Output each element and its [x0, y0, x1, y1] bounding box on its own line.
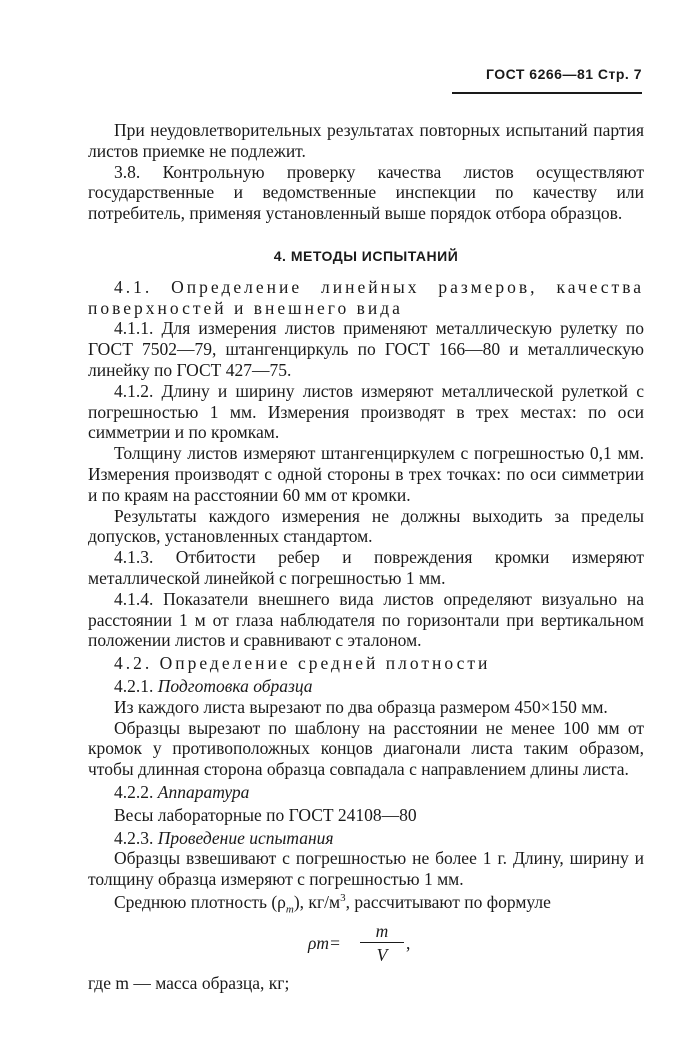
heading-4-2-3-number: 4.2.3. — [114, 827, 154, 848]
formula-comma: , — [406, 932, 411, 953]
paragraph-weigh: Образцы взвешивают с погрешностью не более 1 г. Длину, ширину и толщину образца измеряют с погрешностью 1 мм. — [88, 848, 644, 890]
heading-4-2-3-text: Проведение испытания — [157, 827, 334, 848]
paragraph-where: где m — масса образца, кг; — [88, 972, 290, 993]
header-rule — [452, 92, 642, 94]
paragraph-3-8: 3.8. Контрольную проверку качества листов осуществляют государственные и ведомственные инспекции по качеству или потребитель, применяя установленный выше порядок отбора образцов. — [88, 161, 644, 224]
formula-lhs: ρm= — [308, 932, 341, 953]
density-formula — [88, 919, 644, 969]
subsection-4-2: 4.2. Определение средней плотности — [114, 653, 491, 674]
paragraph-4-1-3: 4.1.3. Отбитости ребер и повреждения кромки измеряют металлической линейкой с погрешностью 1 мм. — [88, 547, 644, 588]
running-header: ГОСТ 6266—81 Стр. 7 — [485, 66, 642, 82]
paragraph-density — [88, 891, 644, 916]
density-subscript: m — [285, 903, 294, 916]
formula-numerator: m — [375, 920, 389, 941]
section-title: 4. МЕТОДЫ ИСПЫТАНИЙ — [273, 247, 459, 264]
heading-4-2-1 — [88, 676, 644, 697]
heading-4-2-1-text: Подготовка образца — [157, 675, 313, 696]
paragraph-4-1-2: 4.1.2. Длину и ширину листов измеряют металлической рулеткой с погрешностью 1 мм. Измерения производят в трех местах: по оси симметрии и по кромкам. — [88, 380, 644, 443]
paragraph-thickness: Толщину листов измеряют штангенциркулем с погрешностью 0,1 мм. Измерения производят с одной стороны в трех точках: по оси симметрии и по краям на расстоянии 60 мм от кромки. — [88, 443, 644, 505]
paragraph-cut-samples: Из каждого листа вырезают по два образца размером 450×150 мм. — [114, 696, 608, 717]
heading-4-2-2-text: Аппаратура — [157, 781, 250, 802]
density-text-unit: ), кг/м — [293, 891, 341, 912]
paragraph-results: Результаты каждого измерения не должны выходить за пределы допусков, установленных стандартом. — [88, 505, 644, 547]
formula-fraction-bar — [360, 942, 404, 944]
subsection-4-1: 4.1. Определение линейных размеров, качества поверхностей и внешнего вида — [88, 276, 644, 318]
formula-denominator: V — [376, 945, 388, 966]
paragraph-repeat-tests: При неудовлетворительных результатах повторных испытаний партия листов приемке не подлежит. — [88, 120, 644, 161]
density-text-start: Среднюю плотность (ρ — [114, 891, 286, 912]
paragraph-template: Образцы вырезают по шаблону на расстоянии не менее 100 мм от кромок у противоположных концов диагонали листа таким образом, чтобы длинная сторона образца совпадала с направлением длины листа. — [88, 717, 644, 780]
document-body — [88, 120, 644, 993]
heading-4-2-3 — [88, 828, 644, 849]
heading-4-2-2-number: 4.2.2. — [114, 781, 154, 802]
heading-4-2-2 — [88, 782, 644, 803]
density-text-end: , рассчитывают по формуле — [345, 891, 551, 912]
density-superscript: 3 — [340, 892, 346, 905]
formula-fraction — [360, 921, 404, 966]
paragraph-4-1-4: 4.1.4. Показатели внешнего вида листов определяют визуально на расстоянии 1 м от глаза наблюдателя по горизонтали при вертикальном положении листов и сравнивают с эталоном. — [88, 588, 644, 651]
heading-4-2-1-number: 4.2.1. — [114, 675, 154, 696]
paragraph-4-1-1: 4.1.1. Для измерения листов применяют металлическую рулетку по ГОСТ 7502—79, штангенциркуль по ГОСТ 166—80 и металлическую линейку по ГОСТ 427—75. — [88, 318, 644, 380]
paragraph-scales: Весы лабораторные по ГОСТ 24108—80 — [114, 804, 417, 825]
